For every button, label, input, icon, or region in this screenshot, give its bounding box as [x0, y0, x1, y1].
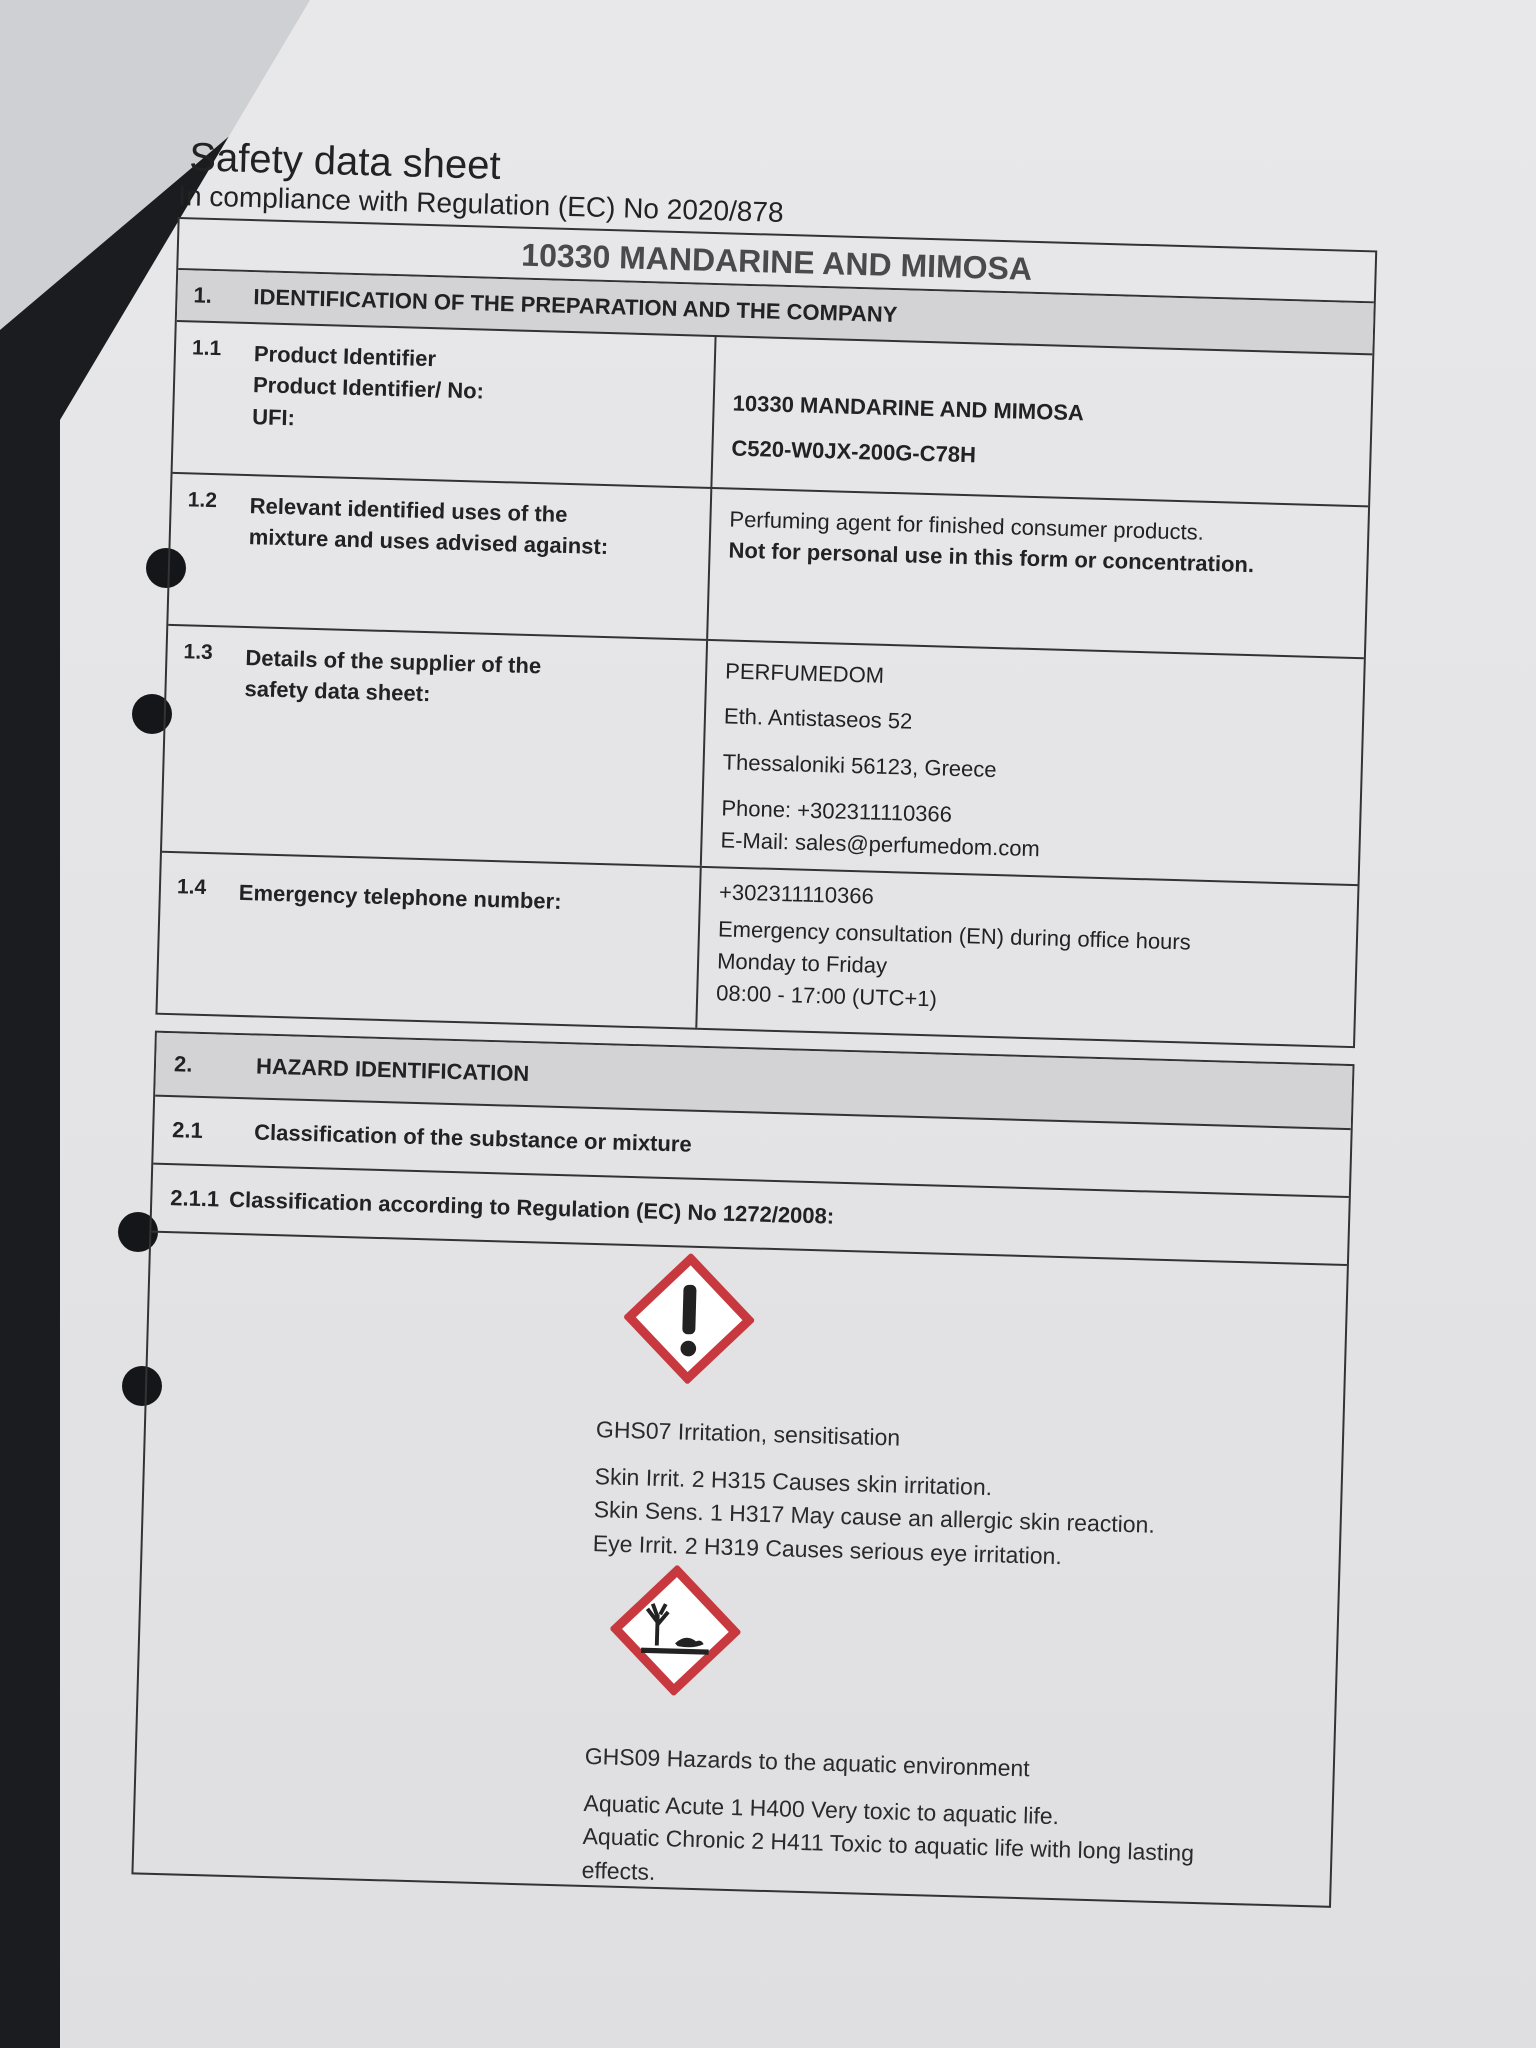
row-label-cell	[157, 852, 701, 1027]
supplier-street: Eth. Antistaseos 52	[723, 703, 913, 735]
section-2-table	[131, 1030, 1354, 1907]
emergency-label: Emergency telephone number:	[238, 879, 562, 914]
sds-content	[131, 135, 1379, 1907]
hazard-ghs07	[592, 1413, 1296, 1580]
hazard-statement: Eye Irrit. 2 H319 Causes serious eye irritation.	[592, 1529, 1063, 1569]
supplier-city: Thessaloniki 56123, Greece	[722, 749, 997, 783]
section-title: HAZARD IDENTIFICATION	[255, 1053, 530, 1086]
label-ufi: UFI:	[251, 404, 296, 431]
hazard-pictograms-area	[133, 1232, 1346, 1905]
ufi-value: C520-W0JX-200G-C78H	[731, 436, 977, 468]
hazard-statement: Aquatic Acute 1 H400 Very toxic to aquatic life.	[583, 1789, 1060, 1830]
subsection-title: Classification of the substance or mixture	[253, 1119, 693, 1157]
hazard-ghs09	[581, 1740, 1285, 1907]
document-subtitle: In compliance with Regulation (EC) No 2020/878	[177, 179, 784, 228]
row-value-cell	[697, 867, 1357, 1045]
emergency-info: Emergency consultation (EN) during office hours	[717, 916, 1192, 956]
row-number: 1.4	[176, 874, 207, 899]
supplier-label: Details of the supplier of the safety data sheet:	[244, 644, 542, 707]
environment-hazard-icon	[609, 1563, 743, 1697]
supplier-phone: Phone: +302311110366	[721, 795, 953, 828]
row-1-4	[157, 852, 1357, 1045]
product-name-heading: 10330 MANDARINE AND MIMOSA	[178, 219, 1375, 303]
section-1-table	[155, 217, 1377, 1048]
supplier-name: PERFUMEDOM	[724, 658, 885, 688]
row-1-3	[162, 625, 1364, 885]
row-label-cell	[168, 474, 712, 639]
hazard-title: GHS09 Hazards to the aquatic environment	[584, 1742, 1031, 1781]
supplier-email: E-Mail: sales@perfumedom.com	[720, 827, 1041, 862]
emergency-phone: +302311110366	[718, 878, 875, 909]
hazard-statement: Skin Irrit. 2 H315 Causes skin irritation.	[594, 1463, 993, 1501]
row-value-cell	[708, 489, 1368, 657]
subsection-title: Classification according to Regulation (EC) No 1272/2008:	[228, 1186, 835, 1229]
hazard-statement: Aquatic Chronic 2 H411 Toxic to aquatic life with long lasting effects.	[581, 1823, 1195, 1885]
row-value-cell	[712, 337, 1372, 505]
emergency-days: Monday to Friday	[716, 948, 888, 979]
hazard-title: GHS07 Irritation, sensitisation	[595, 1415, 901, 1451]
label-product-identifier-no: Product Identifier/ No:	[252, 372, 485, 405]
row-label-cell	[162, 625, 708, 865]
uses-value-line: Perfuming agent for finished consumer products.	[729, 506, 1205, 545]
uses-label: Relevant identified uses of the mixture and uses advised against:	[248, 492, 609, 560]
section-title: IDENTIFICATION OF THE PREPARATION AND THE COMPANY	[253, 283, 898, 327]
emergency-hours: 08:00 - 17:00 (UTC+1)	[715, 980, 938, 1012]
document-title: Safety data sheet	[188, 135, 502, 188]
label-product-identifier: Product Identifier	[253, 340, 437, 371]
row-number: 1.1	[191, 336, 222, 360]
row-value-cell	[702, 641, 1364, 884]
exclamation-mark-icon	[622, 1251, 756, 1385]
section-number: 1.	[193, 282, 213, 308]
row-number: 1.3	[183, 639, 214, 664]
subsection-number: 2.1	[171, 1116, 204, 1143]
subsection-number: 2.1.1	[169, 1184, 220, 1212]
row-number: 1.2	[187, 487, 218, 512]
product-identifier-value: 10330 MANDARINE AND MIMOSA	[732, 390, 1085, 425]
section-number: 2.	[173, 1050, 193, 1077]
row-label-cell	[173, 322, 717, 487]
hazard-statement: Skin Sens. 1 H317 May cause an allergic skin reaction.	[593, 1496, 1156, 1539]
uses-value-line: Not for personal use in this form or concentration.	[728, 537, 1255, 578]
